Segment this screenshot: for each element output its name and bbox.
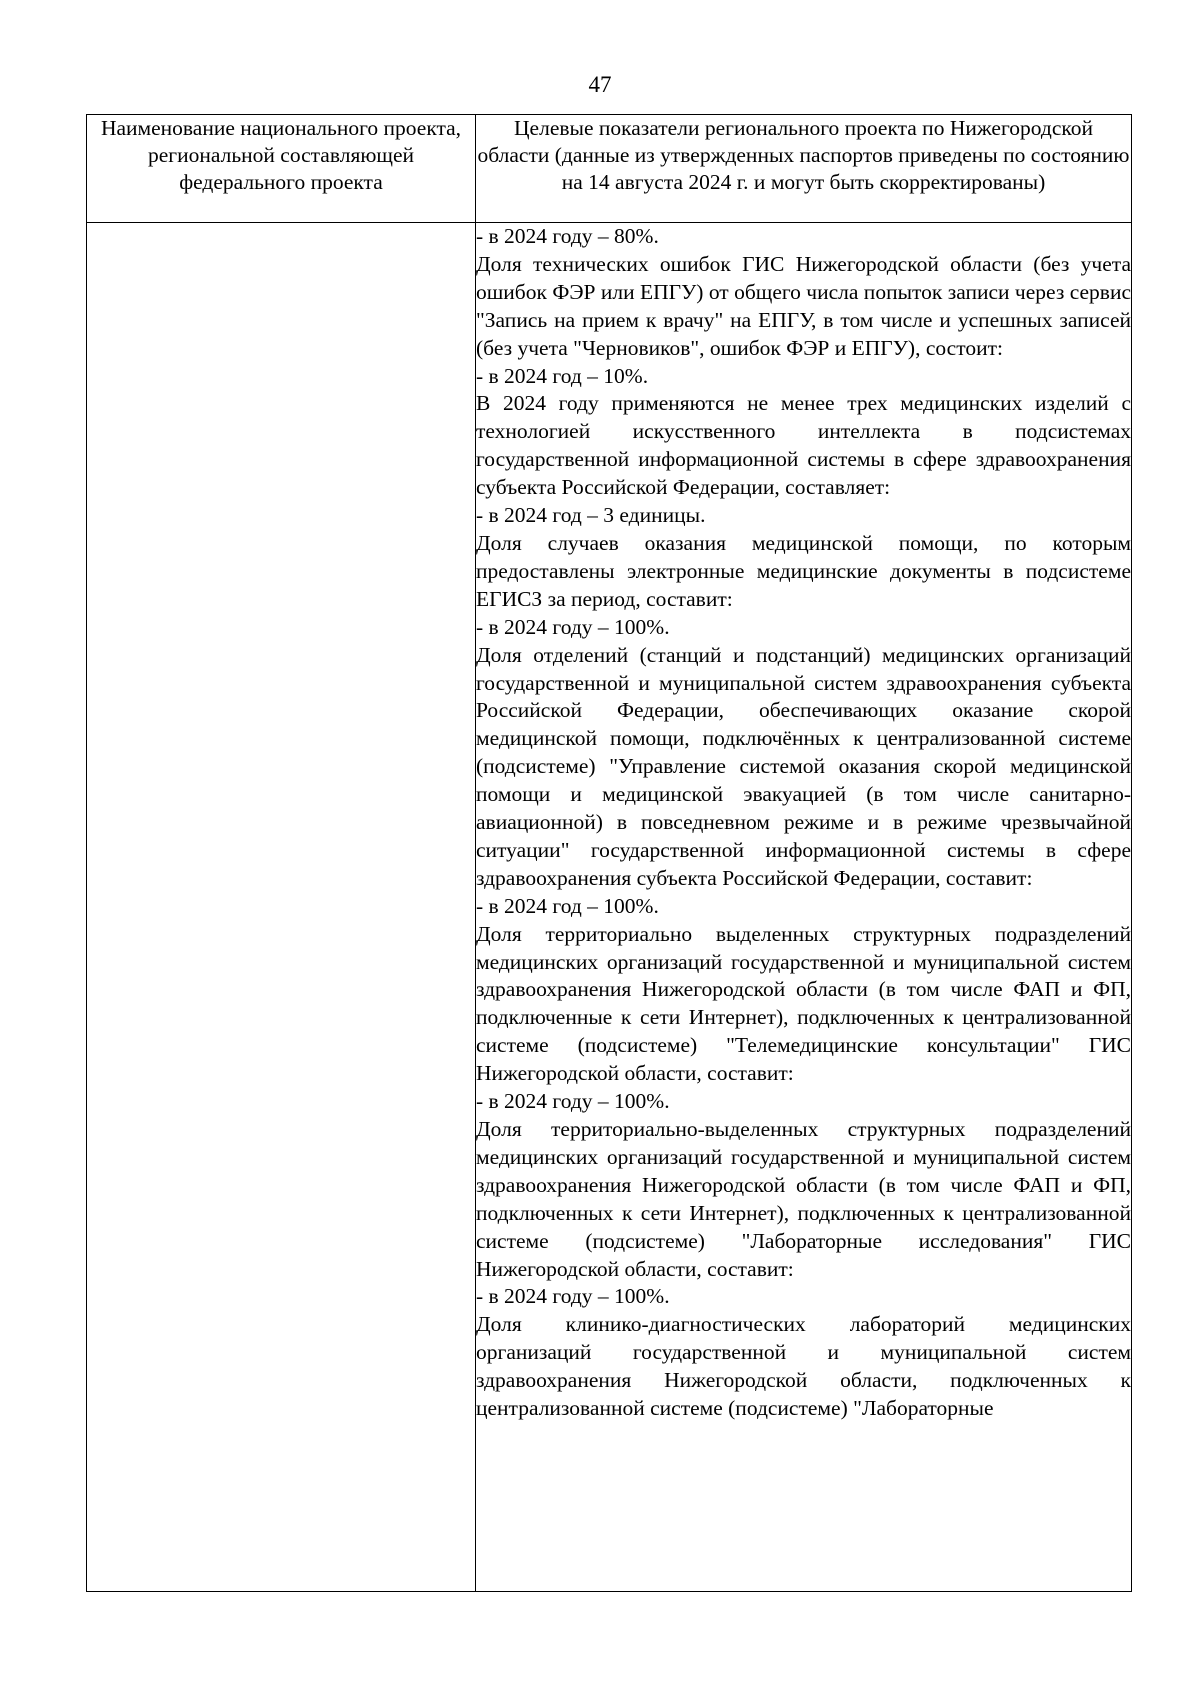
indicator-value: - в 2024 году – 80%.: [476, 224, 659, 248]
table-header-row: [87, 115, 1132, 223]
indicator-paragraph: Доля территориально выделенных структурных подразделений медицинских организаций государственной и муниципальной систем здравоохранения Нижегородской области (в том числе ФАП и ФП, подключенные к сети Интернет), подключенных к централизованной системе (подсистеме) "Телемедицинские консультации" ГИС Нижегородской области, составит:: [476, 921, 1131, 1086]
indicator-value: - в 2024 году – 100%.: [476, 1284, 670, 1309]
header-project-name: Наименование национального проекта, региональной составляющей федерального проекта: [87, 115, 476, 223]
page-number: 47: [588, 72, 612, 97]
indicator-paragraph: Доля отделений (станций и подстанций) медицинских организаций государственной и муниципальной систем здравоохранения субъекта Российской Федерации, обеспечивающих оказание скорой медицинской помощи, подключённых к централизованной системе (подсистеме) "Управление системой оказания скорой медицинской помощи и медицинской эвакуацией (в том числе санитарно-авиационной) в повседневном режиме и в режиме чрезвычайной ситуации" государственной информационной системы в сфере здравоохранения субъекта Российской Федерации, составит:: [476, 642, 1131, 890]
project-name-cell: [87, 223, 476, 1592]
targets-table: [86, 114, 1132, 1592]
indicator-value: - в 2024 году – 100%.: [476, 614, 670, 639]
indicator-paragraph: В 2024 году применяются не менее трех медицинских изделий с технологией искусственного интеллекта в подсистемах государственной информационной системы в сфере здравоохранения субъекта Российской Федерации, составляет:: [476, 391, 1131, 500]
indicator-value: - в 2024 год – 10%.: [476, 363, 649, 388]
indicator-paragraph: Доля территориально-выделенных структурных подразделений медицинских организаций государственной и муниципальной систем здравоохранения Нижегородской области (в том числе ФАП и ФП, подключенных к сети Интернет), подключенных к централизованной системе (подсистеме) "Лабораторные исследования" ГИС Нижегородской области, составит:: [476, 1117, 1131, 1281]
indicator-value: - в 2024 году – 100%.: [476, 1089, 670, 1114]
indicator-paragraph: Доля технических ошибок ГИС Нижегородской области (без учета ошибок ФЭР или ЕПГУ) от общего числа попыток записи через сервис "Запись на прием к врачу" на ЕПГУ, в том числе и успешных записей (без учета "Черновиков", ошибок ФЭР и ЕПГУ), состоит:: [476, 251, 1131, 360]
table-row: [87, 223, 1132, 1592]
indicator-value: - в 2024 год – 3 единицы.: [476, 503, 706, 528]
indicator-paragraph: Доля клинико-диагностических лабораторий медицинских организаций государственной и муниципальной систем здравоохранения Нижегородской области, подключенных к централизованной системе (подсистеме) "Лабораторные: [476, 1312, 1131, 1421]
indicator-paragraph: Доля случаев оказания медицинской помощи, по которым предоставлены электронные медицинские документы в подсистеме ЕГИСЗ за период, составит:: [476, 530, 1131, 611]
header-target-indicators: Целевые показатели регионального проекта по Нижегородской области (данные из утвержденных паспортов приведены по состоянию на 14 августа 2024 г. и могут быть скорректированы): [476, 115, 1132, 223]
indicators-cell: [476, 223, 1132, 1592]
indicator-value: - в 2024 год – 100%.: [476, 893, 659, 918]
